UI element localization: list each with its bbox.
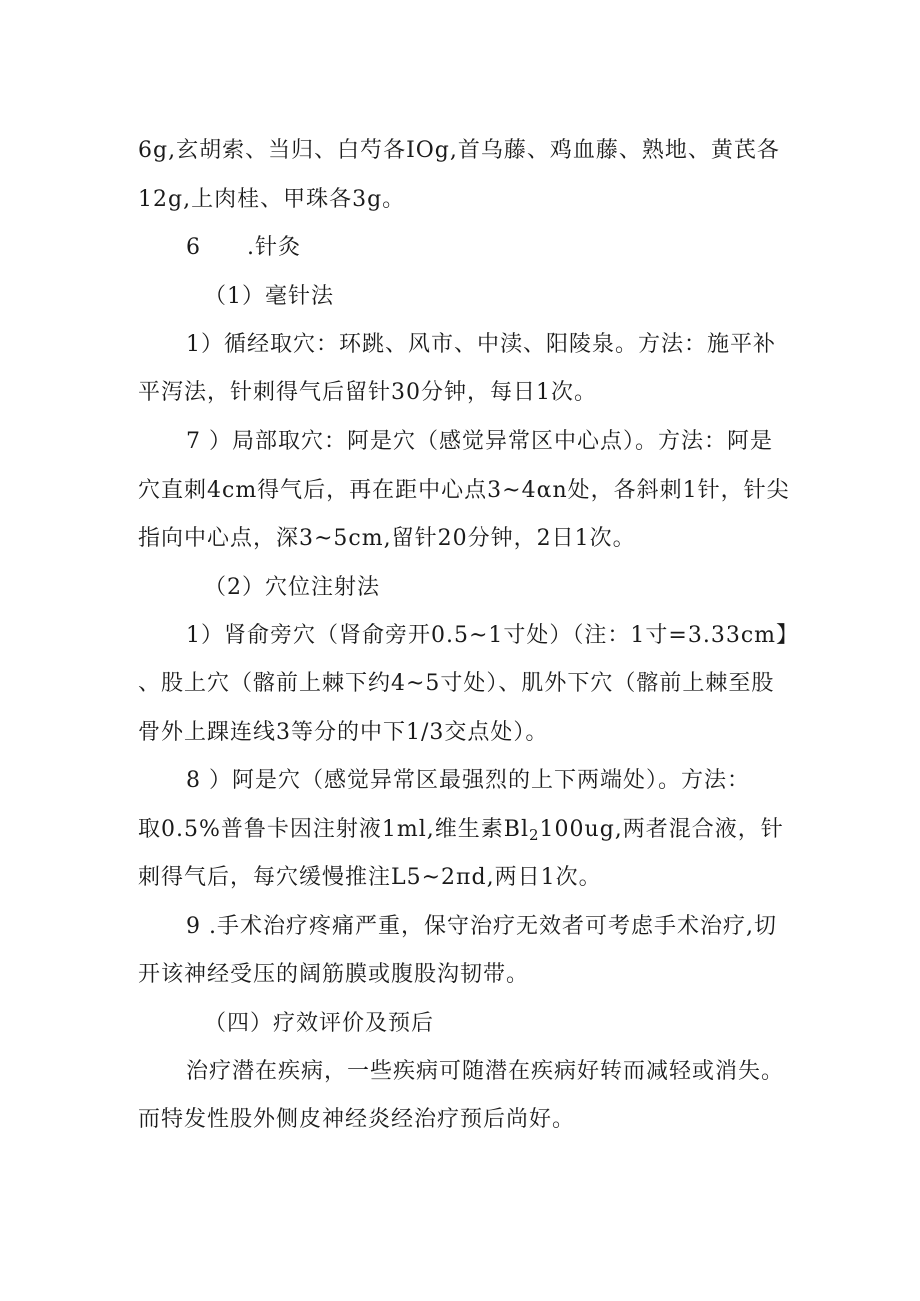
paragraph-line-shenshu-3: 骨外上踝连线3等分的中下1/3交点处）。 — [138, 720, 549, 745]
paragraph-line-prognosis-1: 治疗潜在疾病，一些疾病可随潜在疾病好转而减轻或消失。 — [186, 1059, 785, 1084]
paragraph-line-surgery-2: 开该神经受压的阔筋膜或腹股沟韧带。 — [138, 962, 530, 987]
paragraph-line-ashi-1: 8 ）阿是穴（感觉异常区最强烈的上下两端处）。方法： — [186, 768, 750, 793]
paragraph-line-ashi-3: 刺得气后，每穴缓慢推注L5~2πd,两日1次。 — [138, 865, 602, 890]
ashi-2-suffix: 100ug,两者混合液，针 — [539, 817, 784, 842]
paragraph-line-local-2: 穴直刺4cm得气后，再在距中心点3~4αn处，各斜刺1针，针尖 — [138, 478, 790, 503]
paragraph-line-prognosis-2: 而特发性股外侧皮神经炎经治疗预后尚好。 — [138, 1107, 576, 1132]
subscript-twelve: 2 — [528, 826, 540, 844]
paragraph-line-local-1: 7 ）局部取穴：阿是穴（感觉异常区中心点）。方法：阿是 — [186, 429, 773, 454]
ashi-2-prefix: 取0.5%普鲁卡因注射液1ml,维生素Bl — [138, 817, 529, 842]
paragraph-line-herbs-2: 12g,上肉桂、甲珠各3g。 — [138, 187, 406, 212]
section-heading-prognosis: （四）疗效评价及预后 — [204, 1011, 435, 1036]
section-heading-acupuncture: 6 .针灸 — [186, 235, 301, 260]
paragraph-line-herbs-1: 6g,玄胡索、当归、白芍各IOg,首乌藤、鸡血藤、熟地、黄芪各 — [138, 138, 780, 163]
paragraph-line-surgery-1: 9 .手术治疗疼痛严重，保守治疗无效者可考虑手术治疗,切 — [186, 914, 777, 939]
subheading-point-injection: （2）穴位注射法 — [204, 575, 380, 600]
subheading-filiform-needle: （1）毫针法 — [204, 284, 334, 309]
paragraph-line-shenshu-2: 、股上穴（髂前上棘下约4~5寸处）、肌外下穴（髂前上棘至股 — [138, 671, 775, 696]
paragraph-line-meridian-2: 平泻法，针刺得气后留针30分钟，每日1次。 — [138, 380, 597, 405]
paragraph-line-ashi-2 — [138, 815, 784, 845]
paragraph-line-shenshu-1: 1）肾俞旁穴（肾俞旁开0.5~1寸处）（注：1寸=3.33cm】 — [186, 623, 800, 648]
paragraph-line-local-3: 指向中心点，深3~5cm,留针20分钟，2日1次。 — [138, 526, 636, 551]
paragraph-line-meridian-1: 1）循经取穴：环跳、风市、中渎、阳陵泉。方法：施平补 — [186, 332, 776, 357]
